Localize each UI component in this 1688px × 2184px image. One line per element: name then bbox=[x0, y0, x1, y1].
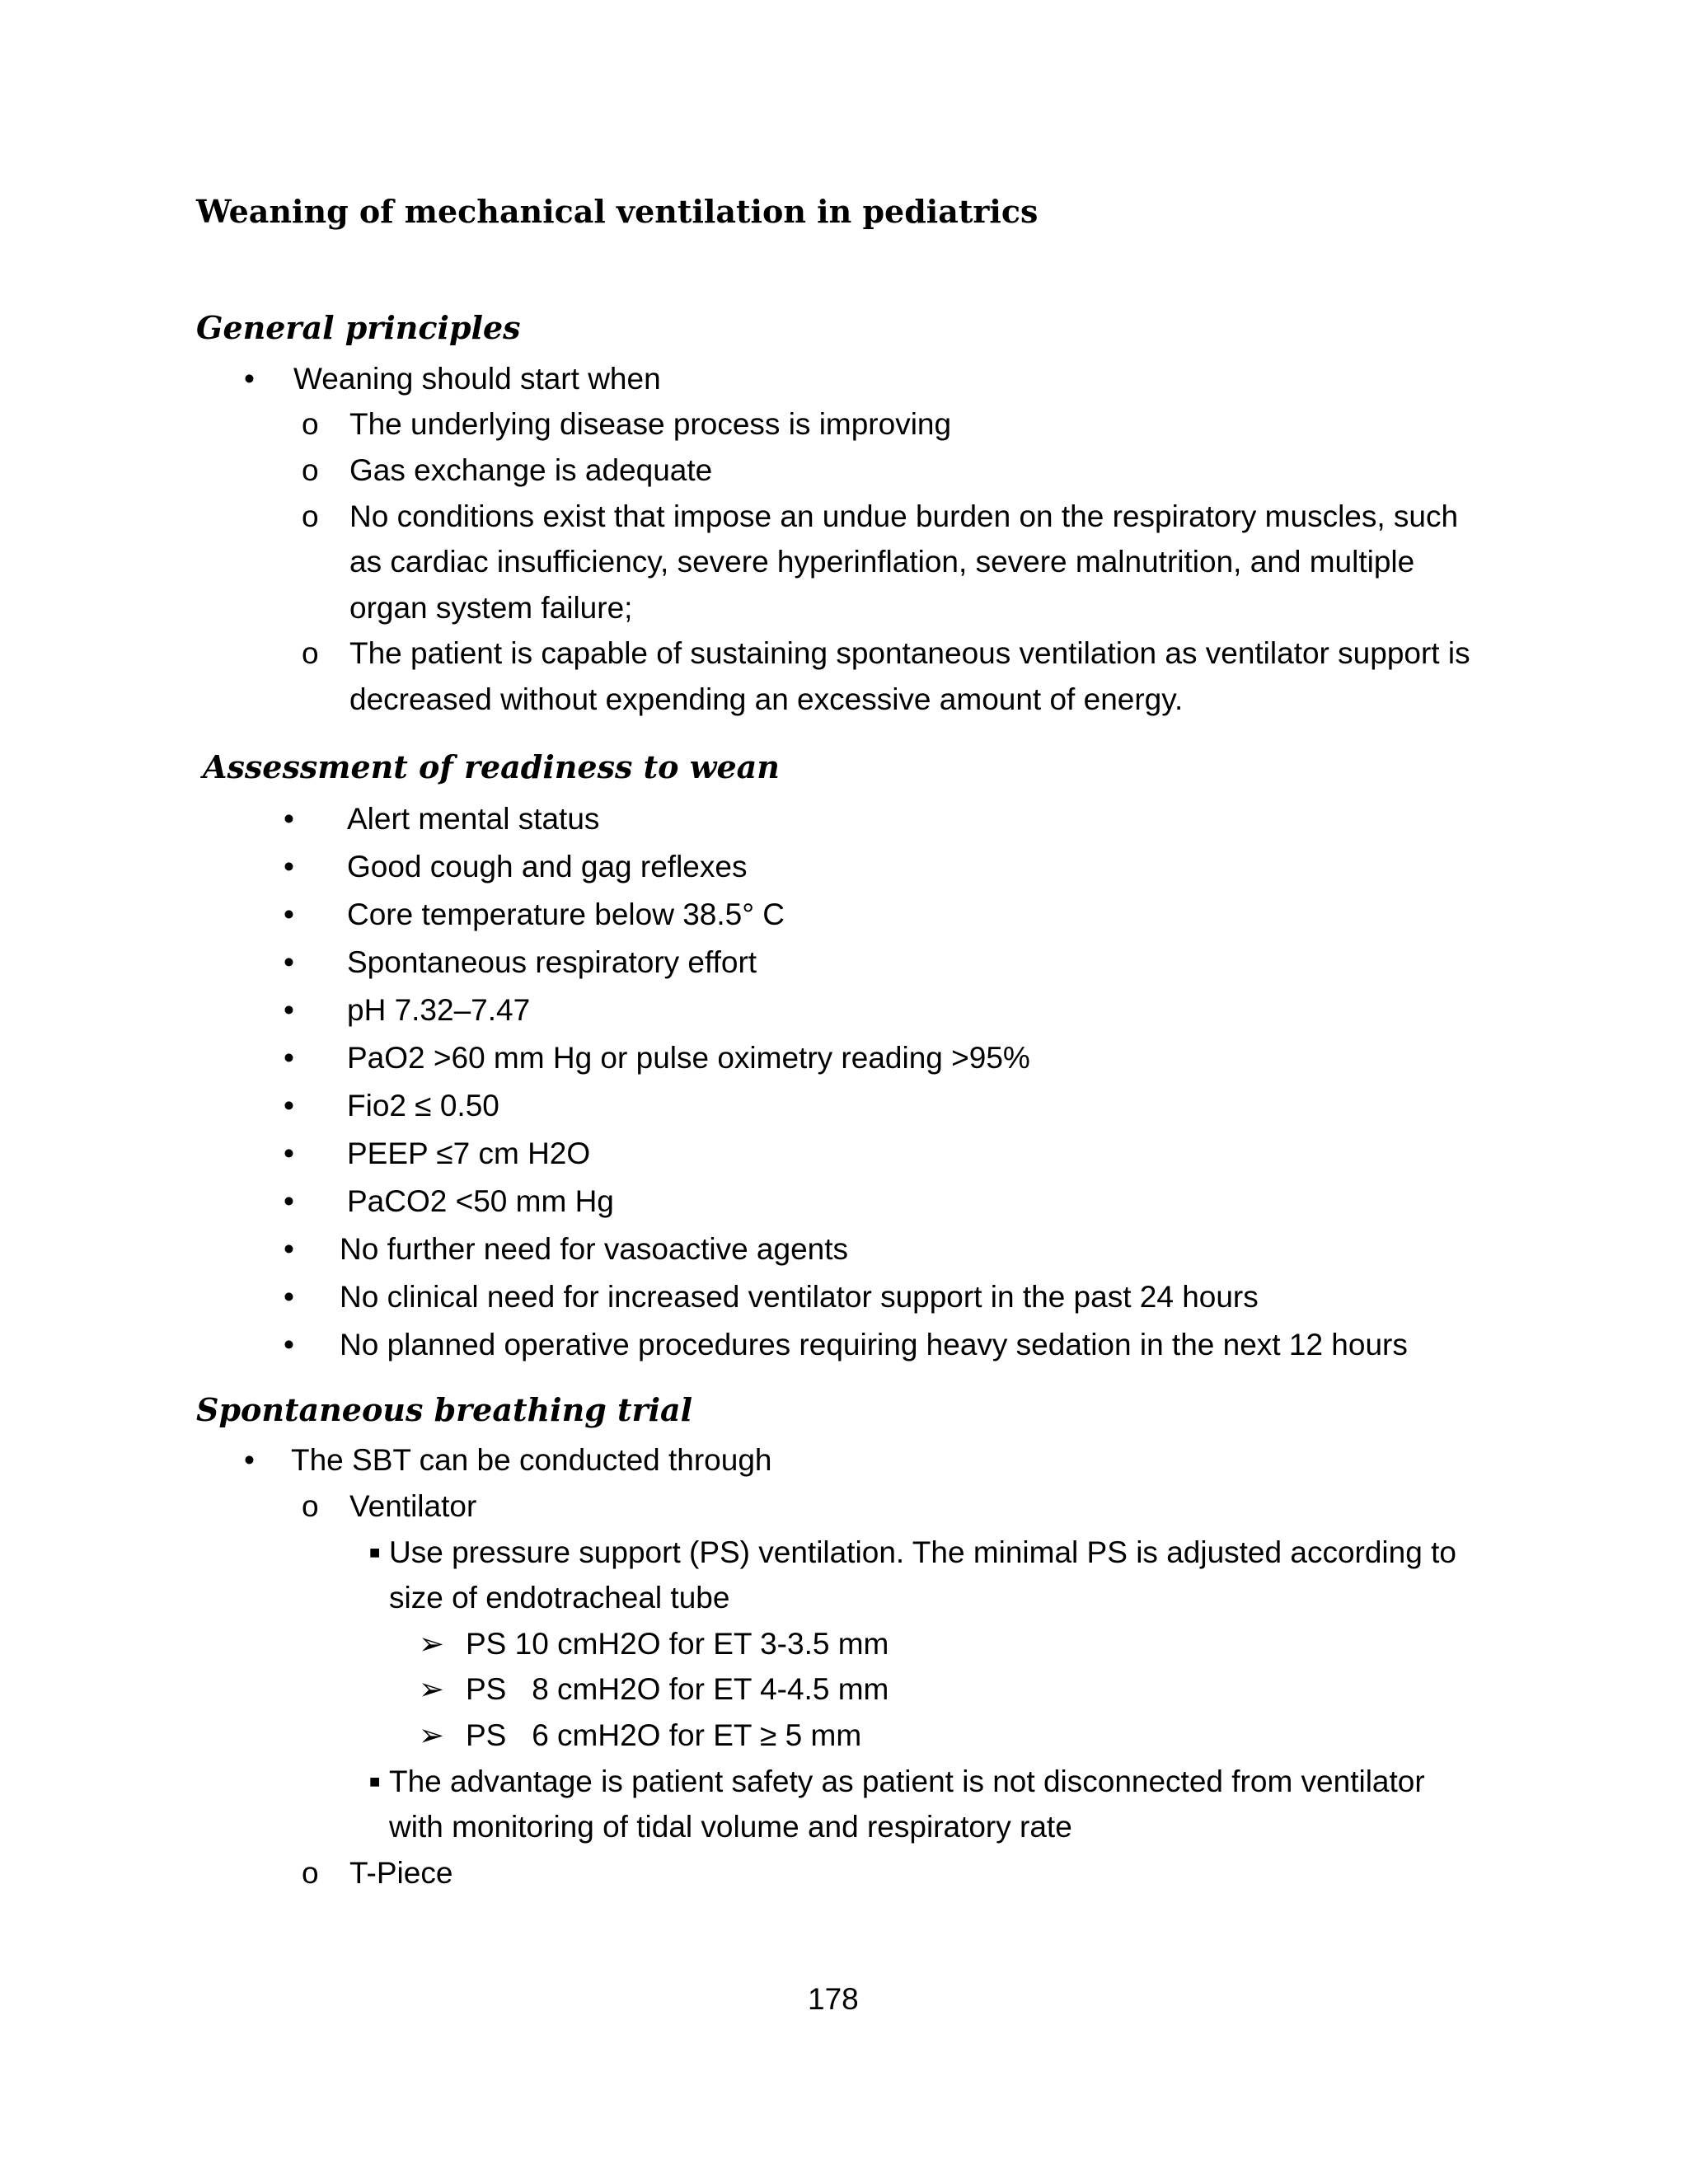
circle-bullet-icon: o bbox=[302, 407, 319, 441]
bullet-icon: • bbox=[284, 1328, 294, 1361]
sbt-ps-text-continued: size of endotracheal tube bbox=[389, 1581, 730, 1615]
general-sub-item-continued: as cardiac insufficiency, severe hyperinflation, severe malnutrition, and multiple bbox=[349, 545, 1415, 579]
sbt-advantage-text: The advantage is patient safety as patient is not disconnected from ventilator bbox=[389, 1765, 1425, 1798]
circle-bullet-icon: o bbox=[302, 499, 319, 533]
sbt-ventilator: Ventilator bbox=[349, 1489, 477, 1523]
general-sub-item: Gas exchange is adequate bbox=[349, 453, 713, 487]
square-bullet-icon: ■ bbox=[369, 1542, 381, 1563]
assessment-item: PaO2 >60 mm Hg or pulse oximetry reading >95% bbox=[347, 1041, 1030, 1075]
assessment-item: Good cough and gag reflexes bbox=[347, 850, 748, 883]
assessment-item: Spontaneous respiratory effort bbox=[347, 945, 757, 979]
section-heading-general-principles: General principles bbox=[196, 309, 521, 346]
bullet-icon: • bbox=[244, 362, 255, 396]
section-heading-sbt: Spontaneous breathing trial bbox=[196, 1391, 693, 1428]
general-sub-item: No conditions exist that impose an undue burden on the respiratory muscles, such bbox=[349, 499, 1459, 533]
bullet-icon: • bbox=[284, 898, 294, 931]
general-sub-item: The patient is capable of sustaining spontaneous ventilation as ventilator support is bbox=[349, 636, 1470, 670]
bullet-icon: • bbox=[284, 1137, 294, 1170]
sbt-advantage-text-continued: with monitoring of tidal volume and respiratory rate bbox=[389, 1810, 1072, 1844]
assessment-item: No further need for vasoactive agents bbox=[340, 1232, 849, 1266]
bullet-icon: • bbox=[284, 945, 294, 979]
arrow-bullet-icon: ➢ bbox=[419, 1718, 445, 1752]
general-sub-item-continued: organ system failure; bbox=[349, 591, 633, 625]
page-number: 178 bbox=[808, 1982, 859, 2016]
general-sub-item-continued: decreased without expending an excessive amount of energy. bbox=[349, 682, 1184, 716]
assessment-item: Alert mental status bbox=[347, 802, 600, 836]
square-bullet-icon: ■ bbox=[369, 1771, 381, 1792]
bullet-icon: • bbox=[284, 802, 294, 836]
general-bullet: Weaning should start when bbox=[293, 362, 661, 396]
bullet-icon: • bbox=[284, 1232, 294, 1266]
bullet-icon: • bbox=[284, 993, 294, 1027]
bullet-icon: • bbox=[284, 1089, 294, 1122]
circle-bullet-icon: o bbox=[302, 636, 319, 670]
assessment-item: Core temperature below 38.5° C bbox=[347, 898, 785, 931]
bullet-icon: • bbox=[284, 1280, 294, 1314]
sbt-bullet: The SBT can be conducted through bbox=[291, 1443, 772, 1477]
arrow-bullet-icon: ➢ bbox=[419, 1627, 445, 1661]
sbt-ps-text: Use pressure support (PS) ventilation. The minimal PS is adjusted according to bbox=[389, 1535, 1456, 1569]
bullet-icon: • bbox=[244, 1443, 255, 1477]
circle-bullet-icon: o bbox=[302, 453, 319, 487]
page-title: Weaning of mechanical ventilation in pediatrics bbox=[196, 193, 1039, 230]
assessment-item: pH 7.32–7.47 bbox=[347, 993, 531, 1027]
circle-bullet-icon: o bbox=[302, 1489, 319, 1523]
general-sub-item: The underlying disease process is improving bbox=[349, 407, 952, 441]
arrow-bullet-icon: ➢ bbox=[419, 1672, 445, 1706]
bullet-icon: • bbox=[284, 850, 294, 883]
assessment-item: Fio2 ≤ 0.50 bbox=[347, 1089, 499, 1122]
bullet-icon: • bbox=[284, 1041, 294, 1075]
bullet-icon: • bbox=[284, 1184, 294, 1218]
assessment-item: PEEP ≤7 cm H2O bbox=[347, 1137, 591, 1170]
section-heading-assessment: Assessment of readiness to wean bbox=[203, 748, 780, 785]
assessment-item: No clinical need for increased ventilator support in the past 24 hours bbox=[340, 1280, 1259, 1314]
assessment-item: No planned operative procedures requiring heavy sedation in the next 12 hours bbox=[340, 1328, 1408, 1361]
circle-bullet-icon: o bbox=[302, 1856, 319, 1890]
ps-setting-item: PS 8 cmH2O for ET 4-4.5 mm bbox=[466, 1672, 889, 1706]
sbt-tpiece: T-Piece bbox=[349, 1856, 453, 1890]
ps-setting-item: PS 10 cmH2O for ET 3-3.5 mm bbox=[466, 1627, 889, 1661]
assessment-item: PaCO2 <50 mm Hg bbox=[347, 1184, 614, 1218]
ps-setting-item: PS 6 cmH2O for ET ≥ 5 mm bbox=[466, 1718, 862, 1752]
